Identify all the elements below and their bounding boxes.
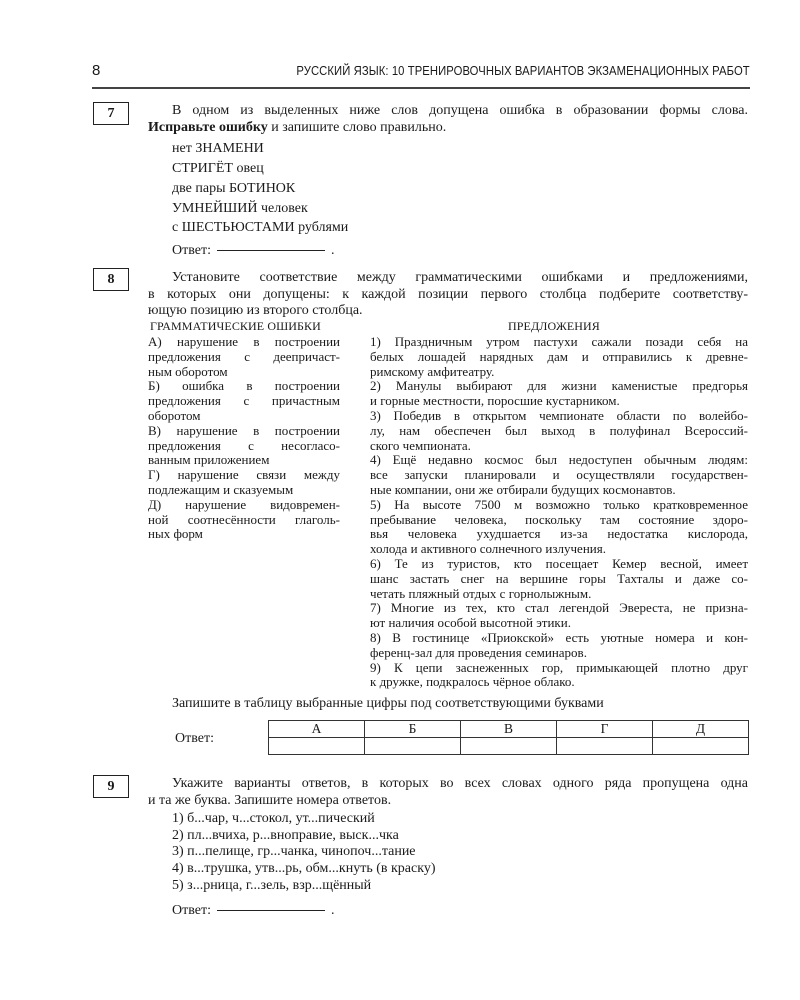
error-option-line: ной соотнесённости глаголь- [148, 511, 340, 527]
error-option-line: Д) нарушение видовремен- [148, 496, 340, 512]
header-rule [92, 87, 750, 89]
task-7-items [172, 139, 748, 238]
item-prefix: с [172, 220, 182, 236]
table-instruction: Запишите в таблицу выбранные цифры под соответствующими буквами [172, 696, 604, 711]
table-header-0: А [269, 721, 365, 738]
answer-option: 3) п...пелище, гр...чанка, чинопоч...тание [172, 844, 416, 860]
form-item [172, 139, 748, 159]
answer-label: Ответ: [172, 903, 211, 919]
task-9-answer [172, 903, 748, 920]
sentence-option [370, 409, 748, 453]
error-option [148, 379, 340, 423]
item-suffix: овец [232, 160, 264, 176]
item-suffix: человек [257, 200, 308, 216]
task-number-9: 9 [93, 775, 129, 798]
sentence-option-line: 6) Те из туристов, кто посещает Кемер весной, имеет [370, 555, 748, 571]
answer-option: 1) б...чар, ч...стокол, ут...пический [172, 811, 375, 827]
item-highlighted-word: БОТИНОК [228, 180, 296, 196]
intro-line: Укажите варианты ответов, в которых во всех словах одного ряда пропущена одна [172, 776, 748, 791]
sentence-option [370, 498, 748, 557]
sentence-option-line: четать пляжный отдых с горнолыжным. [370, 585, 592, 601]
answer-label: Ответ: [175, 731, 214, 746]
sentence-option [370, 453, 748, 497]
error-option [148, 424, 340, 468]
answer-field[interactable] [217, 250, 325, 251]
sentence-option-line: и горные местности, поросшие кустарником. [370, 393, 620, 409]
sentence-option-line: 4) Ещё недавно космос был недоступен обычным людям: [370, 452, 748, 468]
sentence-option-line: шанс застать снег на вершине горы Тахталы и даже со- [370, 570, 748, 586]
task-7-answer [172, 243, 748, 260]
error-option-line: Г) нарушение связи между [148, 467, 340, 483]
error-option-line: предложения с причастным [148, 393, 340, 409]
error-option-line: предложения с деепричаст- [148, 348, 340, 364]
form-item [172, 199, 748, 219]
item-highlighted-word: ЗНАМЕНИ [195, 141, 264, 157]
sentence-option-line: вья человека ухудшается из-за недостатка кислорода, [370, 526, 748, 542]
item-prefix: нет [172, 141, 196, 157]
item-suffix: рублями [294, 220, 349, 236]
intro-line: в которых они допущены: к каждой позиции первого столбца подберите соответству- [148, 286, 748, 302]
answer-field[interactable] [217, 910, 325, 911]
sentence-option [370, 631, 748, 661]
error-option-line: ванным приложением [148, 452, 270, 468]
sentence-option-line: ференц-зал для проведения семинаров. [370, 644, 587, 660]
sentence-option-line: 2) Манулы выбирают для жизни каменистые предгорья [370, 378, 748, 394]
running-header-title: РУССКИЙ ЯЗЫК: 10 ТРЕНИРОВОЧНЫХ ВАРИАНТОВ ЭКЗАМЕНАЦИОННЫХ РАБОТ [296, 64, 750, 78]
answer-cell[interactable] [461, 738, 557, 755]
answer-option: 5) з...рница, г...зель, взр...щённый [172, 877, 372, 893]
task-9-options [172, 811, 748, 894]
answer-option: 4) в...трушка, утв...рь, обм...кнуть (в краску) [172, 860, 436, 876]
sentence-option-line: 8) В гостинице «Приокской» есть уютные номера и кон- [370, 629, 748, 645]
intro-line: ющую позицию из второго столбца. [148, 303, 363, 319]
answer-label: Ответ: [172, 243, 211, 259]
answer-cell[interactable] [365, 738, 461, 755]
answer-end: . [330, 243, 335, 259]
sentence-option [370, 661, 748, 691]
table-header-2: В [461, 721, 557, 738]
task-number-8: 8 [93, 268, 129, 291]
sentence-option-line: к дружке, подкралось чёрное облако. [370, 674, 575, 690]
error-option [148, 468, 340, 498]
error-option [148, 498, 340, 542]
sentence-option-line: 1) Праздничным утром пастухи сажали позади себя на [370, 334, 748, 349]
sentence-option-line: все запуски планировали и осуществляли государствен- [370, 467, 748, 483]
task-7 [148, 103, 748, 260]
sentence-option-line: 9) К цепи заснеженных гор, примыкающей плотно друг [370, 659, 748, 675]
answer-table [268, 720, 749, 755]
error-option-line: Б) ошибка в построении [148, 378, 340, 394]
sentence-option-line: пребывание человека, поскольку там состояние здоро- [370, 511, 748, 527]
answer-option: 2) пл...вчиха, р...вноправие, выск...чка [172, 827, 399, 843]
errors-column-header: ГРАММАТИЧЕСКИЕ ОШИБКИ [150, 319, 321, 333]
task-8-intro [148, 270, 748, 320]
answer-cell[interactable] [653, 738, 749, 755]
answer-end: . [330, 903, 335, 919]
task-7-bold: Исправьте ошибку [148, 119, 268, 135]
sentences-column-header: ПРЕДЛОЖЕНИЯ [508, 319, 600, 333]
form-item [172, 159, 748, 179]
item-highlighted-word: СТРИГЁТ [172, 160, 233, 176]
sentence-option-line: ные компании, они же отбирали будущих космонавтов. [370, 481, 676, 497]
sentence-option-line: римскому амфитеатру. [370, 363, 495, 379]
task-9 [148, 776, 748, 920]
sentence-option-line: белых лошадей нарядных дам и отправились к древне- [370, 348, 748, 364]
sentence-option [370, 335, 748, 379]
sentence-option [370, 601, 748, 631]
error-option [148, 335, 340, 379]
error-option-line: ным оборотом [148, 363, 228, 379]
answer-cell[interactable] [269, 738, 365, 755]
error-option-line: подлежащим и сказуемым [148, 481, 294, 497]
form-item [172, 218, 748, 238]
task-number-7: 7 [93, 102, 129, 125]
error-option-line: предложения с несогласо- [148, 437, 340, 453]
sentence-option-line: холода и активного солнечного излучения. [370, 541, 606, 557]
table-header-4: Д [653, 721, 749, 738]
error-option-line: оборотом [148, 407, 201, 423]
sentences-column [370, 335, 748, 690]
intro-line: и та же буква. Запишите номера ответов. [148, 792, 392, 808]
error-option-line: А) нарушение в построении [148, 334, 340, 349]
sentence-option-line: ского чемпионата. [370, 437, 471, 453]
task-7-intro-rest: и запишите слово правильно. [267, 119, 447, 135]
answer-cell[interactable] [557, 738, 653, 755]
intro-line: Установите соответствие между грамматическими ошибками и предложениями, [172, 270, 748, 285]
sentence-option [370, 557, 748, 601]
item-highlighted-word: УМНЕЙШИЙ [172, 200, 258, 216]
table-header-1: Б [365, 721, 461, 738]
sentence-option [370, 379, 748, 409]
sentence-option-line: 5) На высоте 7500 м возможно только кратковременное [370, 496, 748, 512]
sentence-option-line: 7) Многие из тех, кто стал легендой Эвереста, не призна- [370, 600, 748, 616]
errors-column [148, 335, 340, 542]
form-item [172, 179, 748, 199]
task-7-intro: В одном из выделенных ниже слов допущена ошибка в образовании формы слова. [172, 103, 748, 118]
sentence-option-line: 3) Победив в открытом чемпионате области по волейбо- [370, 407, 748, 423]
item-highlighted-word: ШЕСТЬЮСТАМИ [181, 220, 295, 236]
error-option-line: В) нарушение в построении [148, 422, 340, 438]
error-option-line: ных форм [148, 526, 203, 542]
table-header-3: Г [557, 721, 653, 738]
page-number: 8 [92, 62, 101, 79]
task-7-intro-2 [148, 120, 748, 137]
sentence-option-line: ют наличия особой высотной этики. [370, 615, 571, 631]
item-prefix: две пары [172, 180, 229, 196]
sentence-option-line: лу, нам обеспечен был выход в полуфинал Всероссий- [370, 422, 748, 438]
